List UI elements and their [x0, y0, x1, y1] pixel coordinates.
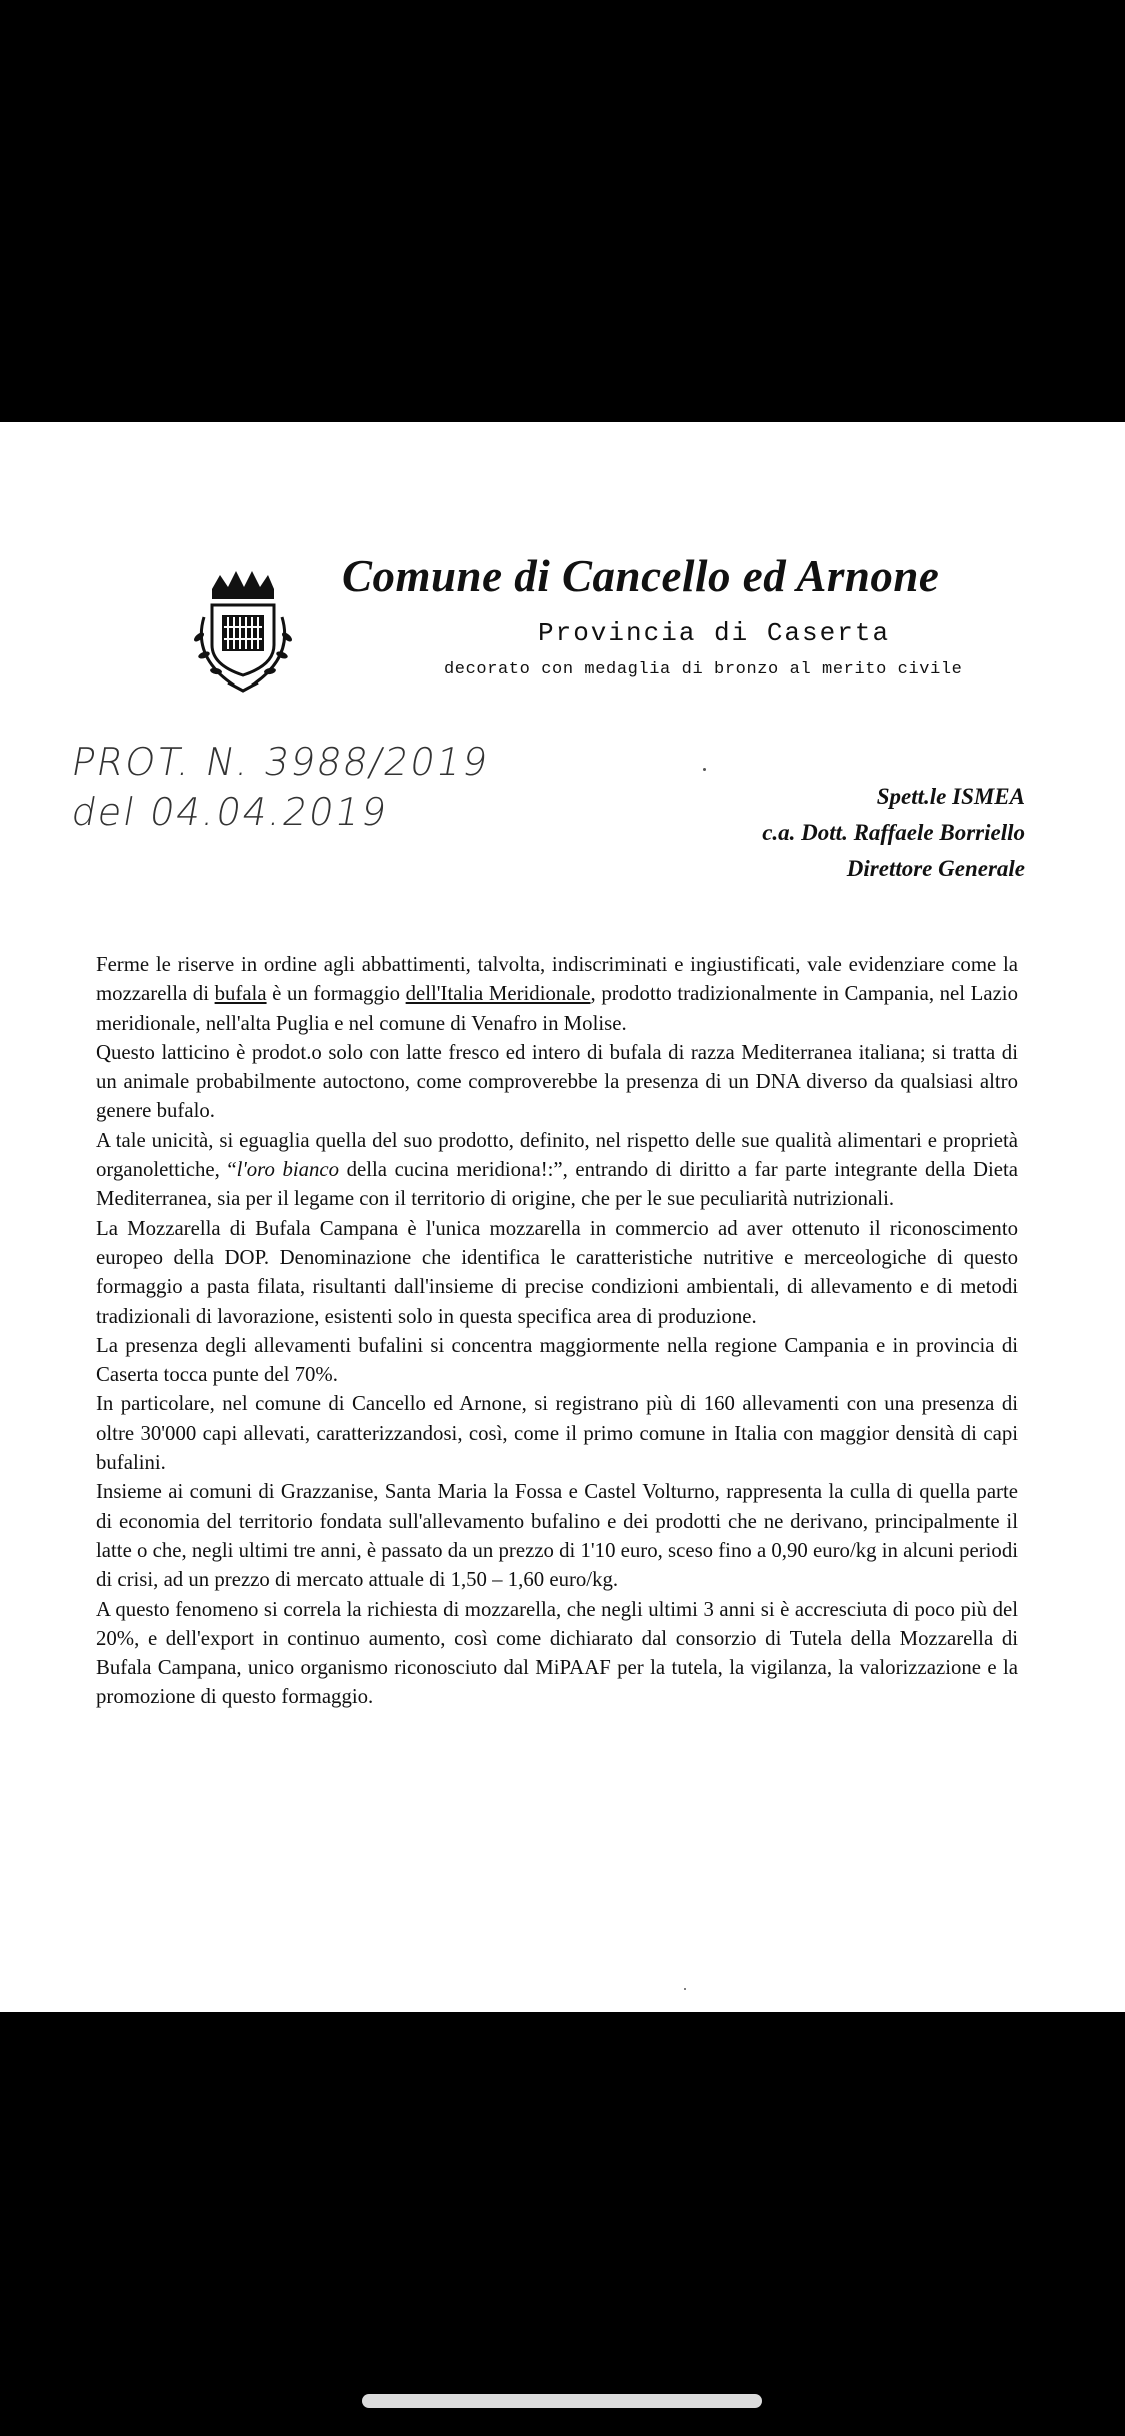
letter-body — [96, 950, 1018, 1712]
province-line: Provincia di Caserta — [538, 618, 891, 648]
underlined-text: bufala — [214, 982, 267, 1006]
home-indicator[interactable] — [362, 2394, 762, 2408]
recipient-organization: Spett.le ISMEA — [876, 784, 1025, 809]
municipal-crest-icon — [182, 567, 302, 697]
recipient-attention: c.a. Dott. Raffaele Borriello — [762, 820, 1025, 845]
paragraph-2: Questo latticino è prodot.o solo con latte fresco ed intero di bufala di razza Mediterranea italiana; si tratta di un animale probabilmente autoctono, come comproverebbe la presenza di un DNA diverso da qualsiasi altro genere bufalo. — [96, 1040, 1018, 1123]
paragraph-8: A questo fenomeno si correla la richiesta di mozzarella, che negli ultimi 3 anni si è accresciuta di poco più del 20%, e dell'export in continuo aumento, così come dichiarato dal consorzio di Tutela della Mozzarella di Bufala Campana, unico organismo riconosciuto dal MiPAAF per la tutela, la vigilanza, la valorizzazione e la promozione di questo formaggio. — [96, 1597, 1018, 1709]
municipality-title: Comune di Cancello ed Arnone — [342, 551, 940, 601]
decoration-line: decorato con medaglia di bronzo al merito civile — [444, 660, 963, 679]
protocol-date: del 04.04.2019 — [68, 790, 392, 834]
underlined-text: dell'Italia Meridionale — [405, 982, 591, 1006]
paragraph-3: A tale unicità, si eguaglia quella del suo prodotto, definito, nel rispetto delle sue qualità alimentari e proprietà organolettiche, “l'oro bianco della cucina meridiona!:”, entrando di diritto a far parte integrante della Dieta Mediterranea, sia per il legame con il territorio di origine, che per le sue peculiarità nutrizionali. — [96, 1128, 1018, 1211]
paragraph-5: La presenza degli allevamenti bufalini si concentra maggiormente nella regione Campania e in provincia di Caserta tocca punte del 70%. — [96, 1333, 1018, 1387]
paragraph-7: Insieme ai comuni di Grazzanise, Santa Maria la Fossa e Castel Volturno, rappresenta la culla di quella parte di economia del territorio fondata sull'allevamento bufalino e dei prodotti che ne derivano, principalmente il latte o che, negli ultimi tre anni, è passato da un prezzo di 1'10 euro, sceso fino a 0,90 euro/kg in alcuni periodi di crisi, ad un prezzo di mercato attuale di 1,50 – 1,60 euro/kg. — [96, 1480, 1019, 1592]
italic-text: l'oro bianco — [236, 1158, 340, 1182]
paragraph-4: La Mozzarella di Bufala Campana è l'unica mozzarella in commercio ad aver ottenuto il riconoscimento europeo della DOP. Denominazione che identifica le caratteristiche nutritive e merceologiche di questo formaggio a pasta filata, risultanti dall'insieme di precise condizioni ambientali, di allevamento e di metodi tradizionali di lavorazione, esistenti solo in questa specifica area di produzione. — [96, 1216, 1018, 1328]
speck — [703, 768, 706, 771]
document-page — [0, 422, 1125, 2012]
protocol-number: PROT. N. 3988/2019 — [68, 740, 493, 784]
speck — [684, 1988, 686, 1990]
recipient-role: Direttore Generale — [846, 856, 1025, 881]
paragraph-1: Ferme le riserve in ordine agli abbattimenti, talvolta, indiscriminati e ingiustificati, vale evidenziare come la mozzarella di bufala è un formaggio dell'Italia Meridionale, prodotto tradizionalmente in Campania, nel Lazio meridionale, nell'alta Puglia e nel comune di Venafro in Molise. — [96, 953, 1018, 1035]
paragraph-6: In particolare, nel comune di Cancello ed Arnone, si registrano più di 160 allevamenti con una presenza di oltre 30'000 capi allevati, caratterizzandosi, così, come il primo comune in Italia con maggior densità di capi bufalini. — [96, 1392, 1018, 1475]
